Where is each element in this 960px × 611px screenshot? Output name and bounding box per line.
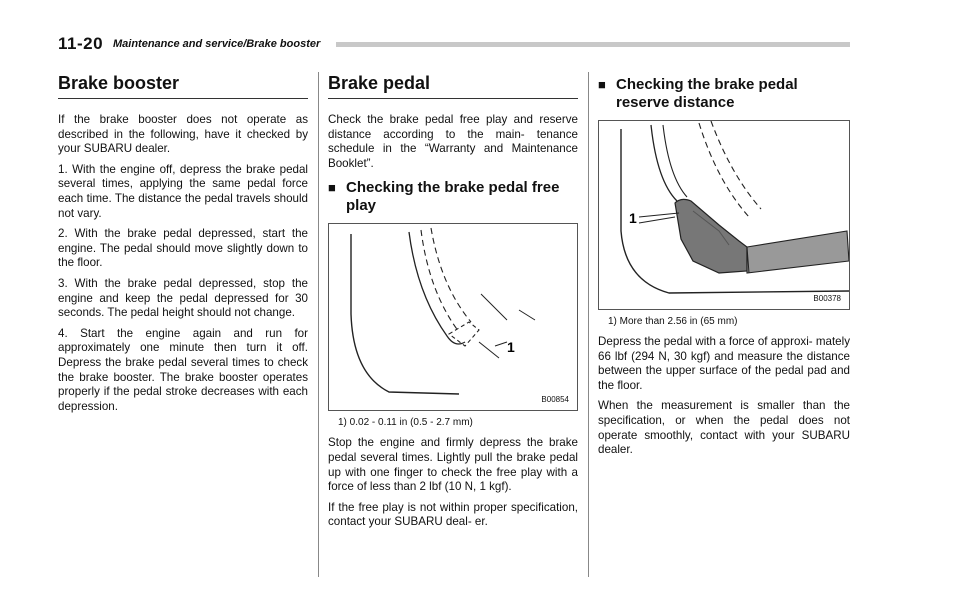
column-divider [588,72,589,577]
figure-callout: 1 [507,339,515,356]
figure-reserve-distance [598,120,850,310]
figure-caption: 1) More than 2.56 in (65 mm) [608,316,738,327]
column-reserve-distance [598,72,850,464]
section-heading: Brake booster [58,72,308,99]
column-divider [318,72,319,577]
paragraph: Check the brake pedal free play and reserve distance according to the main- tenance schedule in the “Warranty and Maintenance Booklet”. [328,113,578,170]
square-bullet-icon: ■ [598,77,606,92]
paragraph: If the brake booster does not operate as described in the following, have it checked by your SUBARU dealer. [58,113,308,156]
paragraph: When the measurement is smaller than the specification, or when the pedal does not operate smoothly, contact with your SUBARU dealer. [598,399,850,457]
figure-callout: 1 [629,210,637,226]
figure-code: B00378 [813,294,841,303]
column-brake-pedal [328,72,578,536]
paragraph: 4. Start the engine again and run for approximately one minute then turn it off. Depress the brake pedal several times to check the brake booster. The brake booster operates properly if the pedal stroke decreases with each depression. [58,326,308,413]
header-rule [336,42,850,47]
sub-heading-text: Checking the brake pedal reserve distance [616,76,798,111]
paragraph: 2. With the brake pedal depressed, start the engine. The pedal should move slightly down to the floor. [58,227,308,270]
figure-code: B00854 [541,395,569,405]
paragraph: 3. With the brake pedal depressed, stop the engine and keep the pedal depressed for 30 seconds. The pedal height should not change. [58,276,308,320]
figure-free-play [328,223,578,411]
sub-heading-text: Checking the brake pedal free play [346,179,560,215]
paragraph: 1. With the engine off, depress the brake pedal several times, applying the same pedal force each time. The distance the pedal travels should not vary. [58,162,308,220]
header-title: Maintenance and service/Brake booster [113,38,321,50]
pedal-free-play-illustration [329,224,577,410]
page-header [58,34,850,56]
paragraph: Depress the pedal with a force of approxi- mately 66 lbf (294 N, 30 kgf) and measure the distance between the upper surface of the pedal pad and the floor. [598,335,850,392]
section-heading: Brake pedal [328,72,578,99]
page-number: 11-20 [58,34,104,53]
paragraph: If the free play is not within proper specification, contact your SUBARU deal- er. [328,500,578,529]
sub-heading [598,76,850,112]
paragraph: Stop the engine and firmly depress the brake pedal several times. Lightly pull the brake pedal up with one finger to check the free play with a force of less than 2 lbf (10 N, 1 kgf). [328,436,578,494]
column-brake-booster [58,72,308,420]
pedal-reserve-illustration [599,121,849,309]
figure-caption: 1) 0.02 - 0.11 in (0.5 - 2.7 mm) [338,417,473,429]
square-bullet-icon: ■ [328,180,336,196]
sub-heading [328,179,578,215]
